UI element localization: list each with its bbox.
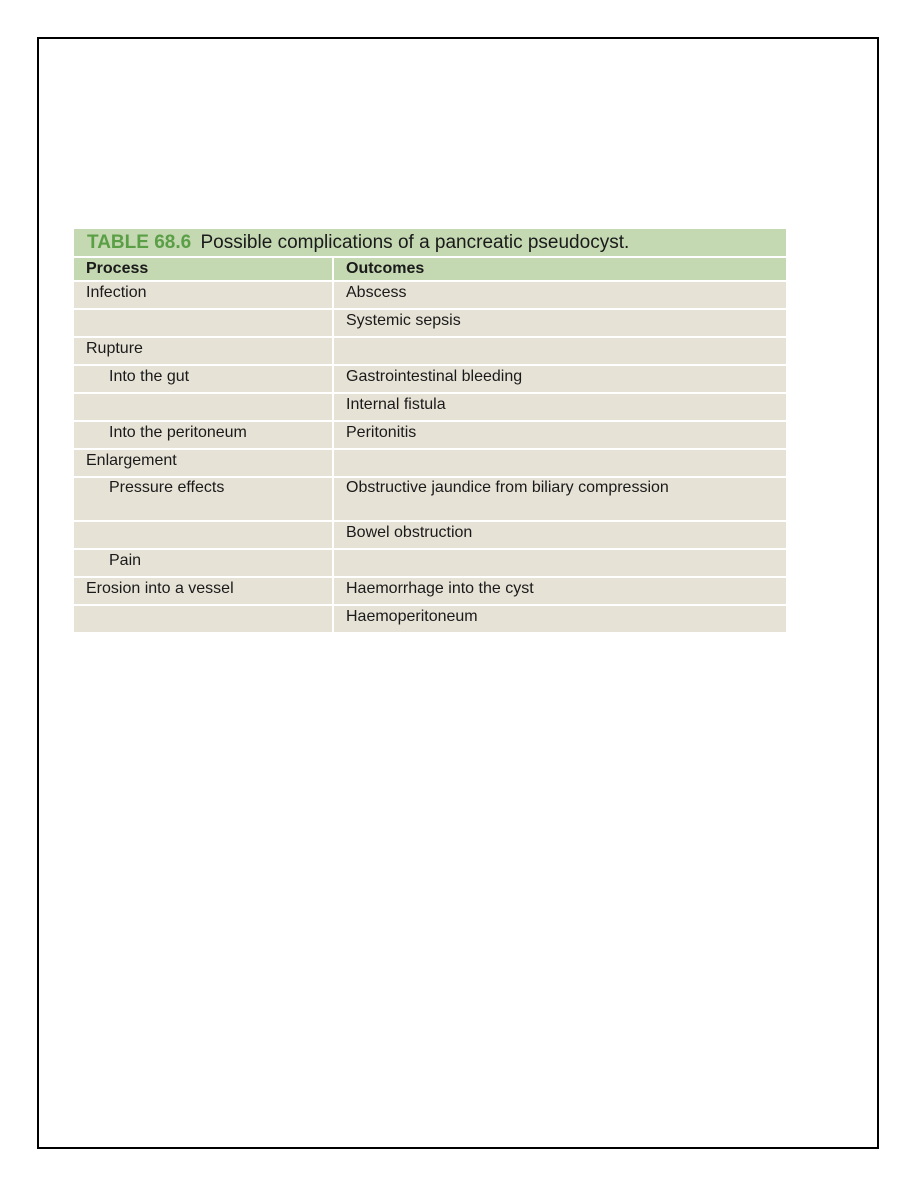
table-row: [74, 549, 786, 577]
complications-table: [74, 229, 786, 634]
process-cell: Infection: [74, 281, 333, 309]
process-cell: Pain: [74, 549, 333, 577]
column-header-process: Process: [74, 258, 333, 281]
outcome-cell: Haemoperitoneum: [333, 605, 786, 633]
table-row: [74, 605, 786, 633]
process-cell: [74, 393, 333, 421]
process-cell: Into the gut: [74, 365, 333, 393]
outcome-cell: Haemorrhage into the cyst: [333, 577, 786, 605]
process-cell: Enlargement: [74, 449, 333, 477]
complications-grid: [74, 258, 786, 634]
process-cell: Erosion into a vessel: [74, 577, 333, 605]
table-row: [74, 477, 786, 521]
outcome-cell: Gastrointestinal bleeding: [333, 365, 786, 393]
outcome-cell: Obstructive jaundice from biliary compression: [333, 477, 786, 521]
outcome-cell: [333, 337, 786, 365]
process-cell: [74, 521, 333, 549]
table-row: [74, 421, 786, 449]
outcome-cell: Bowel obstruction: [333, 521, 786, 549]
outcome-cell: Systemic sepsis: [333, 309, 786, 337]
table-caption: [74, 229, 786, 258]
table-title: Possible complications of a pancreatic pseudocyst.: [200, 232, 630, 253]
table-row: [74, 309, 786, 337]
process-cell: [74, 309, 333, 337]
table-row: [74, 449, 786, 477]
table-row: [74, 281, 786, 309]
outcome-cell: Internal fistula: [333, 393, 786, 421]
column-header-outcomes: Outcomes: [333, 258, 786, 281]
header-row: [74, 258, 786, 281]
process-cell: Rupture: [74, 337, 333, 365]
process-cell: Pressure effects: [74, 477, 333, 521]
table-row: [74, 337, 786, 365]
process-cell: [74, 605, 333, 633]
outcome-cell: [333, 549, 786, 577]
table-row: [74, 393, 786, 421]
table-row: [74, 577, 786, 605]
table-row: [74, 521, 786, 549]
outcome-cell: Abscess: [333, 281, 786, 309]
process-cell: Into the peritoneum: [74, 421, 333, 449]
table-row: [74, 365, 786, 393]
outcome-cell: [333, 449, 786, 477]
outcome-cell: Peritonitis: [333, 421, 786, 449]
table-number: TABLE 68.6: [87, 232, 192, 253]
